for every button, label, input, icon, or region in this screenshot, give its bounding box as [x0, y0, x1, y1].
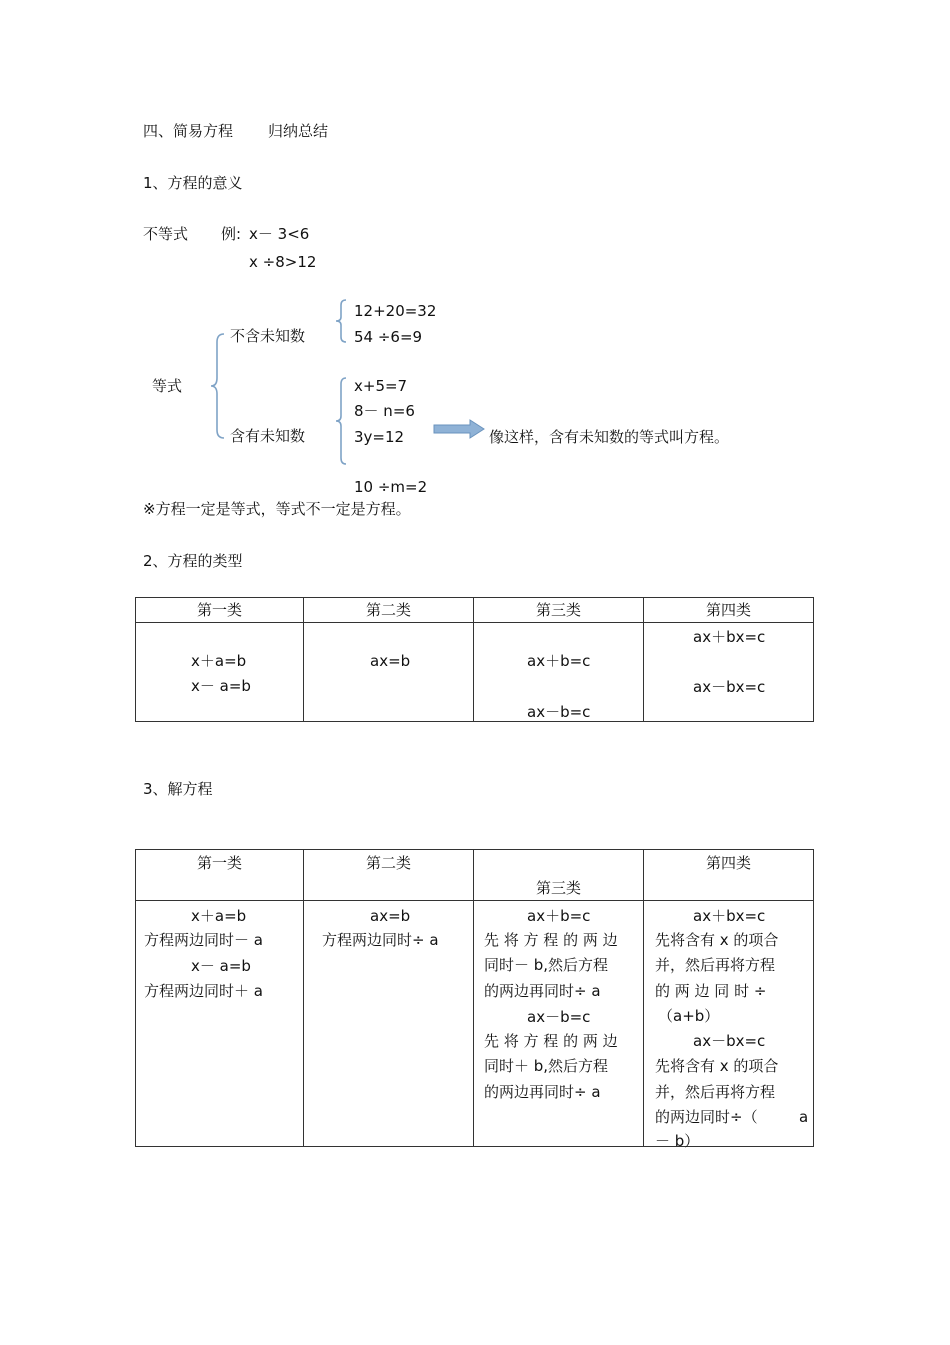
- with-unknown-label: 含有未知数: [230, 427, 306, 445]
- solving-equations-table: [135, 849, 814, 1150]
- with-unknown-brace: [333, 376, 349, 466]
- table-cell: ax＋b=c ax－b=c: [474, 623, 644, 722]
- table-cell: ax=b 方程两边同时÷ a: [304, 901, 474, 1147]
- table-cell: ax=b: [304, 623, 474, 722]
- table-header-cell: 第二类: [304, 850, 474, 901]
- table-cell: x＋a=b x－ a=b: [136, 623, 304, 722]
- table-header-cell: 第一类: [136, 598, 304, 623]
- with-unknown-item: 10 ÷m=2: [354, 478, 428, 496]
- table-header-cell: 第二类: [304, 598, 474, 623]
- equation-note: ※方程一定是等式，等式不一定是方程。: [143, 500, 411, 518]
- inequality-example: x－ 3<6: [249, 225, 310, 243]
- table-header-cell: 第三类: [474, 850, 644, 901]
- table-cell: x＋a=b 方程两边同时－ a x－ a=b 方程两边同时＋ a: [136, 901, 304, 1147]
- equality-brace: [208, 332, 228, 440]
- table-row: [136, 901, 814, 1147]
- right-arrow-icon: [432, 418, 486, 440]
- inequality-label: 不等式: [143, 225, 189, 243]
- table-header-row: [136, 850, 814, 901]
- section2-title: 2、方程的类型: [143, 552, 243, 570]
- table-header-cell: 第三类: [474, 598, 644, 623]
- no-unknown-item: 54 ÷6=9: [354, 328, 423, 346]
- equality-label: 等式: [152, 377, 183, 395]
- table-header-cell: 第一类: [136, 850, 304, 901]
- table-row: [136, 623, 814, 722]
- table-header-row: [136, 598, 814, 623]
- section3-title: 3、解方程: [143, 780, 213, 798]
- inequality-example: x ÷8>12: [249, 253, 317, 271]
- equation-definition: 像这样，含有未知数的等式叫方程。: [489, 428, 730, 446]
- no-unknown-item: 12+20=32: [354, 302, 437, 320]
- chapter-subtitle: 归纳总结: [268, 122, 329, 140]
- no-unknown-brace: [333, 298, 349, 344]
- chapter-title: 四、简易方程: [143, 122, 234, 140]
- table-cell: ax＋bx=c 先将含有 x 的项合 并，然后再将方程 的 两 边 同 时 ÷ （a+b） ax－bx=c 先将含有 x 的项合 并，然后再将方程 的两边同时÷（ a － b）: [644, 901, 814, 1147]
- table-cell: ax＋b=c 先 将 方 程 的 两 边 同时－ b,然后方程 的两边再同时÷ a ax－b=c 先 将 方 程 的 两 边 同时＋ b,然后方程 的两边再同时÷ a: [474, 901, 644, 1147]
- equation-types-table: [135, 597, 814, 722]
- inequality-example-prefix: 例:: [221, 225, 242, 243]
- no-unknown-label: 不含未知数: [230, 327, 306, 345]
- table-header-cell: 第四类: [644, 850, 814, 901]
- table-header-cell: 第四类: [644, 598, 814, 623]
- table-cell: ax＋bx=c ax－bx=c: [644, 623, 814, 722]
- section1-title: 1、方程的意义: [143, 174, 243, 192]
- with-unknown-item: x+5=7: [354, 377, 408, 395]
- with-unknown-item: 3y=12: [354, 428, 405, 446]
- with-unknown-item: 8－ n=6: [354, 402, 415, 420]
